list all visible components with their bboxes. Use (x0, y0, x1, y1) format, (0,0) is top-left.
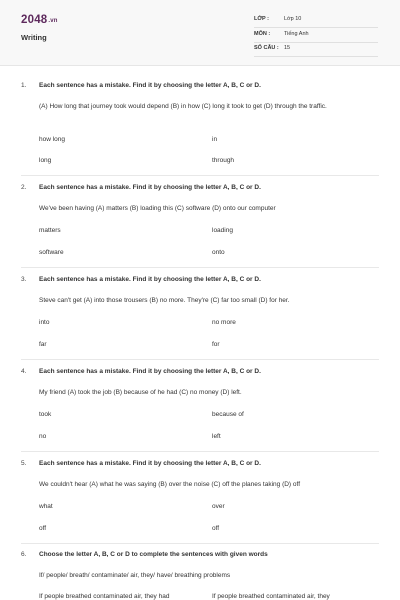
brand-logo[interactable] (21, 14, 58, 26)
question-sentence: We've been having (A) matters (B) loading this (C) software (D) onto our computer (39, 205, 276, 212)
question-divider (21, 175, 379, 176)
question-sentence: (A) How long that journey took would depend (B) in how (C) long it took to get (D) through the traffic. (39, 103, 327, 110)
option-b[interactable]: because of (212, 411, 244, 418)
option-d[interactable]: onto (212, 249, 225, 256)
option-b[interactable]: no more (212, 319, 236, 326)
meta-count-value: 15 (284, 45, 291, 51)
brand-suffix: .vn (48, 18, 58, 24)
option-c[interactable]: no (39, 433, 47, 440)
meta-subject-label: MÔN : (254, 31, 271, 37)
option-d[interactable]: left (212, 433, 221, 440)
question-instruction: Each sentence has a mistake. Find it by choosing the letter A, B, C or D. (39, 276, 261, 283)
question-sentence: Steve can't get (A) into those trousers (B) no more. They're (C) far too small (D) for her. (39, 297, 290, 304)
question-sentence: We couldn't hear (A) what he was saying (B) over the noise (C) off the planes taking (D) off (39, 481, 301, 488)
question-divider (21, 267, 379, 268)
option-d[interactable]: through (212, 157, 235, 164)
meta-class-label: LỚP : (254, 16, 269, 22)
worksheet-header (0, 0, 400, 66)
meta-subject (254, 29, 378, 43)
option-b[interactable]: loading (212, 227, 233, 234)
option-a[interactable]: matters (39, 227, 61, 234)
question-number: 1. (21, 82, 27, 89)
worksheet-title: Writing (21, 33, 47, 42)
option-b[interactable]: over (212, 503, 225, 510)
question-number: 4. (21, 368, 27, 375)
question-instruction: Each sentence has a mistake. Find it by choosing the letter A, B, C or D. (39, 184, 261, 191)
option-c[interactable]: off (39, 525, 47, 532)
option-c[interactable]: far (39, 341, 47, 348)
option-d[interactable]: off (212, 525, 220, 532)
question-divider (21, 543, 379, 544)
question-instruction: Each sentence has a mistake. Find it by choosing the letter A, B, C or D. (39, 460, 261, 467)
option-a[interactable]: what (39, 503, 53, 510)
brand-name: 2048 (21, 14, 48, 26)
option-c[interactable]: software (39, 249, 64, 256)
question-instruction: Choose the letter A, B, C or D to complete the sentences with given words (39, 551, 268, 558)
option-d[interactable]: for (212, 341, 220, 348)
option-a[interactable]: how long (39, 136, 66, 143)
option-c[interactable]: long (39, 157, 52, 164)
question-divider (21, 451, 379, 452)
meta-count-label: SỐ CÂU : (254, 45, 279, 51)
meta-class (254, 14, 378, 28)
question-sentence: My friend (A) took the job (B) because of he had (C) no money (D) left. (39, 389, 242, 396)
option-a[interactable]: If people breathed contaminated air, they had (39, 593, 170, 600)
question-number: 3. (21, 276, 27, 283)
question-number: 6. (21, 551, 27, 558)
question-sentence: If/ people/ breath/ contaminate/ air, they/ have/ breathing problems (39, 572, 231, 579)
question-instruction: Each sentence has a mistake. Find it by choosing the letter A, B, C or D. (39, 82, 261, 89)
question-divider (21, 359, 379, 360)
question-instruction: Each sentence has a mistake. Find it by choosing the letter A, B, C or D. (39, 368, 261, 375)
option-a[interactable]: into (39, 319, 50, 326)
meta-subject-value: Tiếng Anh (284, 31, 309, 37)
meta-question-count (254, 43, 378, 57)
option-b[interactable]: in (212, 136, 218, 143)
option-a[interactable]: took (39, 411, 52, 418)
question-number: 5. (21, 460, 27, 467)
option-b[interactable]: If people breathed contaminated air, they (212, 593, 330, 600)
question-number: 2. (21, 184, 27, 191)
meta-class-value: Lớp 10 (284, 16, 302, 22)
